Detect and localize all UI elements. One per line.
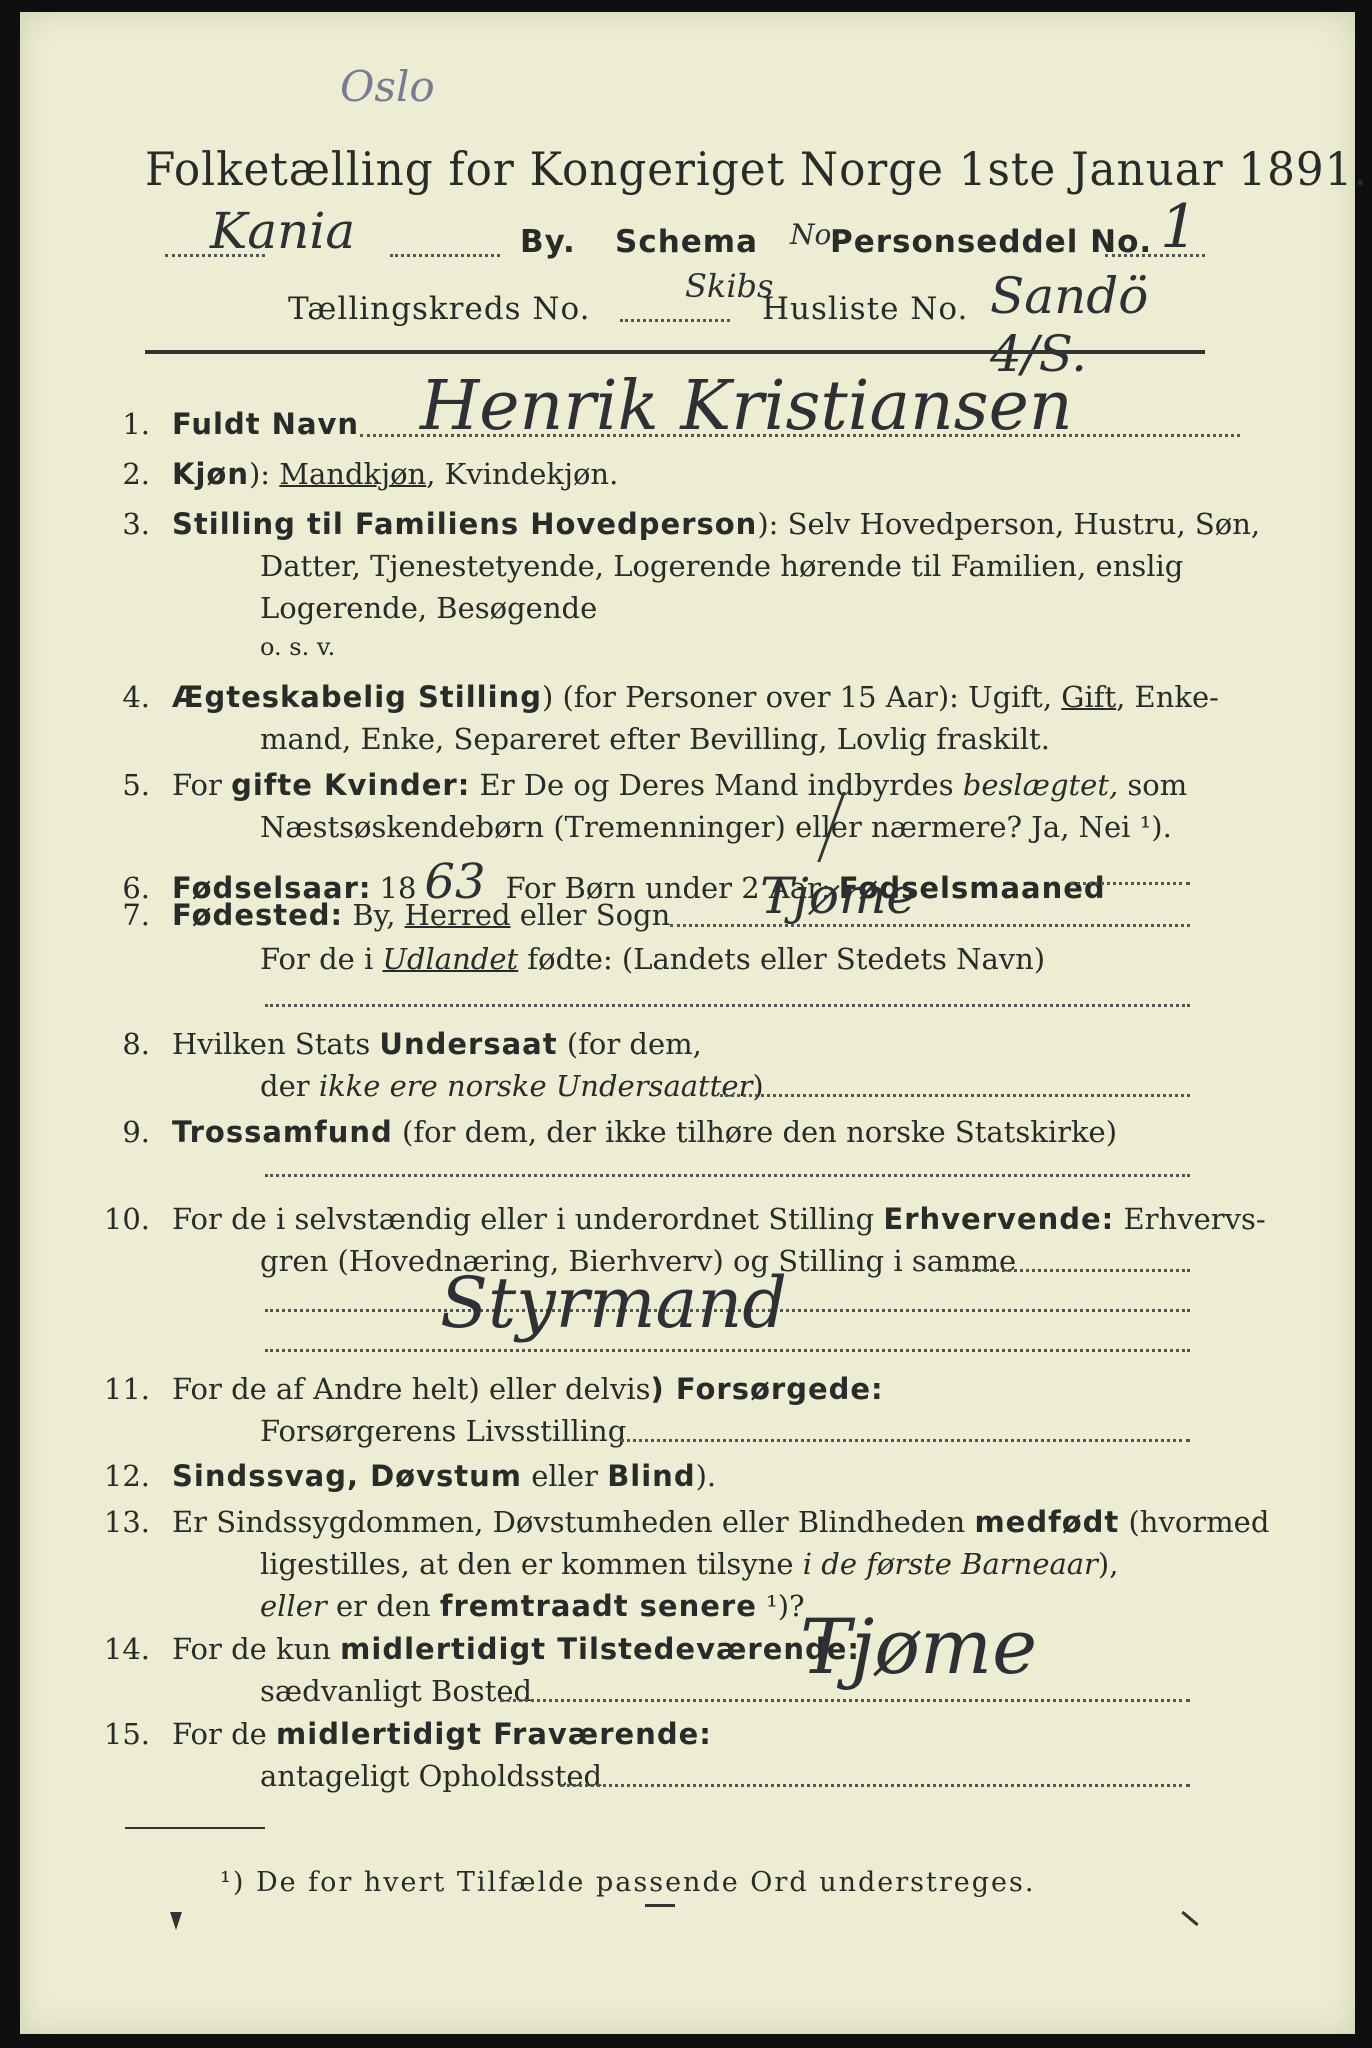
item-text: (for dem, bbox=[557, 1027, 702, 1061]
header-line-1 bbox=[150, 192, 1210, 272]
item-text: eller Sogn bbox=[510, 898, 671, 932]
item-text: For Børn under 2 Aar: bbox=[505, 871, 831, 905]
footnote: ¹) De for hvert Tilfælde passende Ord understreges. bbox=[220, 1867, 1036, 1898]
husliste-label: Husliste No. bbox=[762, 291, 969, 327]
item-7 bbox=[90, 898, 670, 932]
item-text: ): Selv Hovedperson, Hustru, Søn, bbox=[757, 507, 1261, 541]
item-number: 10. bbox=[103, 1202, 150, 1236]
item-label: Fødselsmaaned bbox=[838, 871, 1106, 905]
item-4-line-2: mand, Enke, Separeret efter Bevilling, Lovlig fraskilt. bbox=[260, 722, 1050, 756]
dots bbox=[720, 1092, 1190, 1097]
item-label: fremtraadt senere bbox=[439, 1589, 757, 1623]
handwritten-stroke-icon bbox=[817, 792, 905, 862]
header-line-2 bbox=[150, 267, 1230, 383]
item-text: Er Sindssygdommen, Døvstumheden eller Blindheden bbox=[172, 1505, 975, 1539]
item-label: Blind bbox=[607, 1459, 696, 1493]
personseddel-label: Personseddel No. bbox=[830, 224, 1153, 260]
item-text-italic: ikke ere norske Undersaatter bbox=[318, 1069, 753, 1103]
item-8 bbox=[90, 1027, 702, 1061]
item-text: eller bbox=[522, 1459, 608, 1493]
item-number: 9. bbox=[122, 1115, 150, 1149]
item-number: 6. bbox=[122, 871, 150, 905]
item-13-line-3 bbox=[260, 1589, 805, 1623]
birth-year-handwritten: 63 bbox=[424, 854, 486, 910]
dots bbox=[390, 252, 500, 257]
item-13 bbox=[90, 1505, 1269, 1539]
archive-annotation: Oslo bbox=[340, 62, 435, 111]
by-label: By. bbox=[520, 224, 576, 260]
option-herred-underlined: Herred bbox=[404, 898, 511, 932]
footnote-rule bbox=[125, 1827, 265, 1829]
item-text: For bbox=[172, 768, 232, 802]
item-text: ) (for Personer over 15 Aar): Ugift, bbox=[541, 680, 1062, 714]
item-text-italic: i de første Barneaar bbox=[802, 1547, 1098, 1581]
item-number: 7. bbox=[122, 898, 150, 932]
city-handwritten: Kania bbox=[210, 202, 356, 260]
item-text: ligestilles, at den er kommen tilsyne bbox=[260, 1547, 803, 1581]
dots bbox=[1070, 880, 1190, 885]
occupation-handwritten: Styrmand bbox=[440, 1262, 788, 1344]
option-udlandet-underlined: Udlandet bbox=[382, 942, 519, 976]
dots bbox=[560, 1782, 1190, 1787]
item-text: 18 bbox=[379, 871, 417, 905]
kreds-handwritten: Skibs bbox=[685, 267, 774, 305]
item-5-line-2: Næstsøskendebørn (Tremenninger) eller nærmere? Ja, Nei ¹). bbox=[260, 810, 1172, 844]
item-label: Undersaat bbox=[379, 1027, 558, 1061]
item-8-line-2 bbox=[260, 1069, 764, 1103]
dots bbox=[265, 1347, 1190, 1352]
item-5 bbox=[90, 768, 1187, 802]
item-13-line-2 bbox=[260, 1547, 1118, 1581]
item-3-line-4: o. s. v. bbox=[260, 633, 336, 661]
birthplace-handwritten: Tjøme bbox=[760, 867, 916, 925]
item-4 bbox=[90, 680, 1219, 714]
dots bbox=[620, 1437, 1190, 1442]
item-12 bbox=[90, 1459, 716, 1493]
item-14-line-2: sædvanligt Bosted bbox=[260, 1674, 533, 1708]
item-number: 8. bbox=[122, 1027, 150, 1061]
item-number: 13. bbox=[103, 1505, 150, 1539]
form-title: Folketælling for Kongeriget Norge 1ste Januar 1891. bbox=[145, 142, 1369, 196]
item-text: (for dem, der ikke tilhøre den norske Statskirke) bbox=[392, 1115, 1118, 1149]
item-text: Erhvervs- bbox=[1114, 1202, 1266, 1236]
item-text: ): bbox=[248, 457, 280, 491]
item-label: Stilling til Familiens Hovedperson bbox=[172, 507, 758, 541]
item-15-line-2: antageligt Opholdssted bbox=[260, 1759, 603, 1793]
item-text: fødte: (Landets eller Stedets Navn) bbox=[518, 942, 1046, 976]
item-text: For de af Andre helt bbox=[172, 1372, 469, 1406]
item-label: Fødested: bbox=[172, 898, 344, 932]
item-text: ), bbox=[1097, 1547, 1119, 1581]
schema-handwritten: No bbox=[790, 218, 832, 251]
item-text-italic: beslægtet, bbox=[962, 768, 1119, 802]
dots bbox=[955, 1267, 1190, 1272]
item-number: 14. bbox=[103, 1632, 150, 1666]
item-number: 2. bbox=[122, 457, 150, 491]
personseddel-value: 1 bbox=[1160, 192, 1199, 262]
item-label: Erhvervende: bbox=[883, 1202, 1115, 1236]
dots bbox=[500, 1697, 1190, 1702]
kreds-label: Tællingskreds No. bbox=[288, 291, 591, 327]
item-3 bbox=[90, 507, 1260, 541]
option-gift-underlined: Gift bbox=[1061, 680, 1117, 714]
item-text: Er De og Deres Mand indbyrdes bbox=[470, 768, 963, 802]
item-3-line-2: Datter, Tjenestetyende, Logerende hørende til Familien, enslig bbox=[260, 549, 1184, 583]
item-number: 11. bbox=[103, 1372, 150, 1406]
item-label: ) Forsørgede: bbox=[650, 1372, 884, 1406]
item-11-line-2: Forsørgerens Livsstilling bbox=[260, 1414, 627, 1448]
item-text: , Enke- bbox=[1116, 680, 1219, 714]
item-label: medfødt bbox=[974, 1505, 1120, 1539]
item-3-line-3: Logerende, Besøgende bbox=[260, 591, 598, 625]
item-text: (hvormed bbox=[1119, 1505, 1270, 1539]
item-number: 5. bbox=[122, 768, 150, 802]
item-label: Ægteskabelig Stilling bbox=[172, 680, 542, 714]
item-text-italic: eller bbox=[260, 1589, 327, 1623]
item-text: ) bbox=[752, 1069, 764, 1103]
item-text: For de i selvstændig eller i underordnet Stilling bbox=[172, 1202, 884, 1236]
item-label: Trossamfund bbox=[172, 1115, 393, 1149]
item-2 bbox=[90, 457, 618, 491]
item-10-line-2: gren (Hovednæring, Bierhverv) og Stilling i samme bbox=[260, 1244, 1017, 1278]
dots bbox=[265, 1172, 1190, 1177]
arrow-mark-icon bbox=[1181, 1911, 1198, 1926]
item-label: Sindssvag, Døvstum bbox=[172, 1459, 522, 1493]
item-label: Fødselsaar: bbox=[172, 871, 372, 905]
arrow-mark-icon bbox=[645, 1904, 675, 1907]
item-label: midlertidigt Tilstedeværende: bbox=[340, 1632, 861, 1666]
item-number: 1. bbox=[122, 407, 150, 441]
item-text: der bbox=[260, 1069, 319, 1103]
item-text: er den bbox=[326, 1589, 440, 1623]
header-rule bbox=[145, 350, 1205, 354]
item-text: Hvilken Stats bbox=[172, 1027, 380, 1061]
item-label: gifte Kvinder: bbox=[231, 768, 471, 802]
item-text: For de i bbox=[260, 942, 383, 976]
item-text: ) eller delvis bbox=[468, 1372, 651, 1406]
item-number: 4. bbox=[122, 680, 150, 714]
item-10 bbox=[90, 1202, 1266, 1236]
item-label: Fuldt Navn bbox=[172, 407, 360, 441]
item-number: 12. bbox=[103, 1459, 150, 1493]
item-text: For de bbox=[172, 1717, 277, 1751]
item-text: ). bbox=[695, 1459, 717, 1493]
item-9 bbox=[90, 1115, 1117, 1149]
item-label: Kjøn bbox=[172, 457, 249, 491]
dots bbox=[265, 1002, 1190, 1007]
item-number: 3. bbox=[122, 507, 150, 541]
item-text: ¹)? bbox=[756, 1589, 805, 1623]
item-15 bbox=[90, 1717, 712, 1751]
item-11 bbox=[90, 1372, 884, 1406]
dots bbox=[620, 317, 730, 322]
item-text: som bbox=[1118, 768, 1188, 802]
census-form-page bbox=[20, 12, 1369, 2034]
schema-label: Schema bbox=[615, 224, 759, 260]
item-number: 15. bbox=[103, 1717, 150, 1751]
full-name-handwritten: Henrik Kristiansen bbox=[420, 367, 1073, 446]
item-label: midlertidigt Fraværende: bbox=[276, 1717, 712, 1751]
usual-residence-handwritten: Tjøme bbox=[800, 1602, 1038, 1691]
item-1 bbox=[90, 407, 359, 441]
dots bbox=[670, 922, 1190, 927]
item-7-line-2 bbox=[260, 942, 1045, 976]
item-text: For de kun bbox=[172, 1632, 341, 1666]
arrow-mark-icon bbox=[170, 1912, 182, 1930]
item-text: , Kvindekjøn. bbox=[426, 457, 619, 491]
item-14 bbox=[90, 1632, 860, 1666]
husliste-handwritten: Sandö 4/S. bbox=[990, 267, 1149, 383]
option-mandkjon-underlined: Mandkjøn bbox=[279, 457, 427, 491]
item-text: By, bbox=[343, 898, 405, 932]
